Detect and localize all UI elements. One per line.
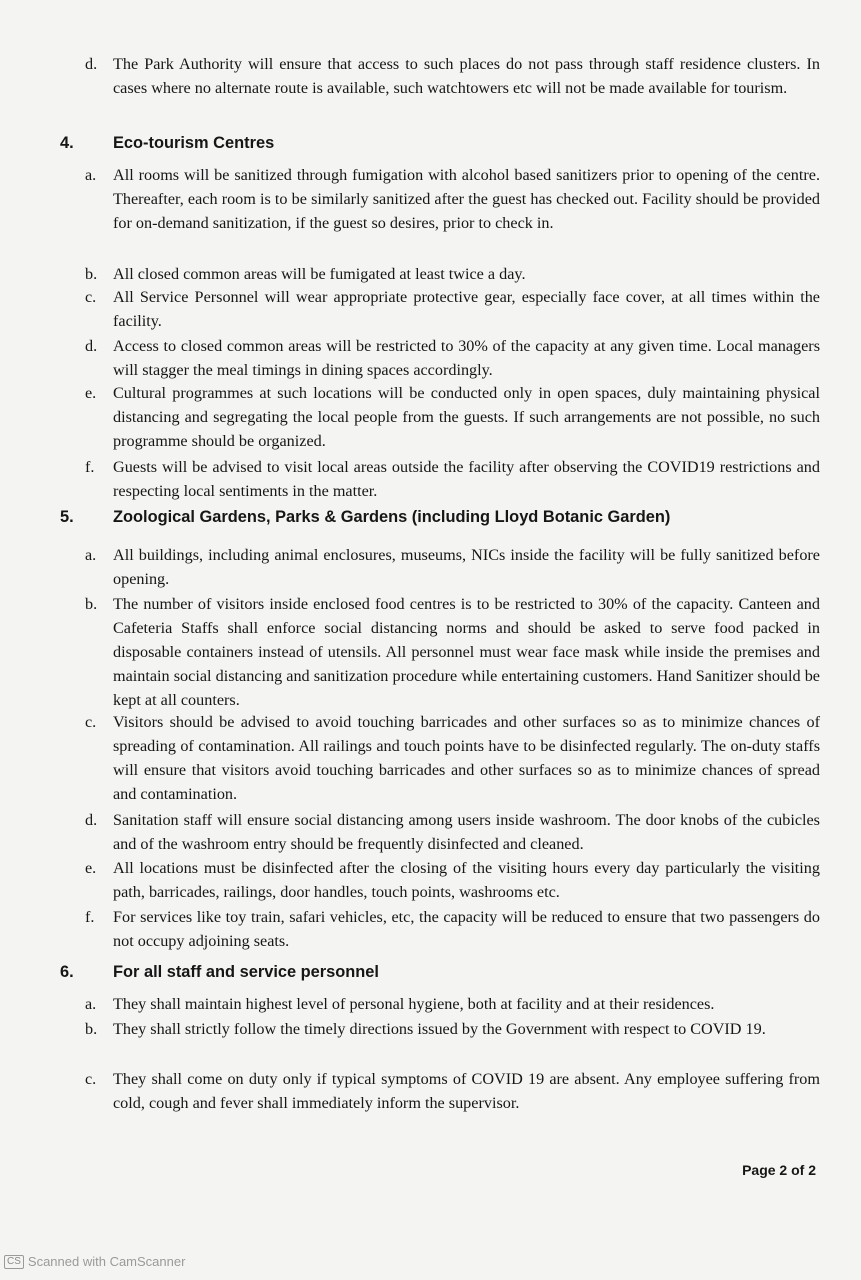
section-5-item-f xyxy=(85,905,820,953)
item-text: All locations must be disinfected after the closing of the visiting hours every day particularly the visiting path, barricades, railings, door handles, touch points, washrooms etc. xyxy=(113,859,820,901)
section-number: 6. xyxy=(60,963,74,981)
section-4-item-c xyxy=(85,285,820,333)
item-text: They shall come on duty only if typical symptoms of COVID 19 are absent. Any employee suffering from cold, cough and fever shall immediately inform the supervisor. xyxy=(113,1070,820,1112)
item-text: They shall strictly follow the timely directions issued by the Government with respect to COVID 19. xyxy=(113,1020,766,1038)
item-letter: d. xyxy=(85,337,98,355)
section-4-item-f xyxy=(85,455,820,503)
item-letter: e. xyxy=(85,859,97,877)
camscanner-logo-icon: CS xyxy=(4,1255,24,1269)
item-letter: a. xyxy=(85,166,97,184)
section-5-item-d xyxy=(85,808,820,856)
item-letter: a. xyxy=(85,546,97,564)
item-text: All rooms will be sanitized through fumigation with alcohol based sanitizers prior to opening of the centre. Thereafter, each room is to be similarly sanitized after the guest has checked out. Facility should be provided for on-demand sanitization, if the guest so desires, prior to check in. xyxy=(113,166,820,232)
item-text: They shall maintain highest level of personal hygiene, both at facility and at their residences. xyxy=(113,995,715,1013)
section-4-item-e xyxy=(85,381,820,453)
item-text: Cultural programmes at such locations will be conducted only in open spaces, duly maintaining physical distancing and segregating the local people from the guests. If such arrangements are not possible, no such programme should be organized. xyxy=(113,384,820,450)
item-text: All closed common areas will be fumigated at least twice a day. xyxy=(113,265,526,283)
section-4-item-a xyxy=(85,163,820,235)
item-letter: b. xyxy=(85,595,98,613)
item-letter: f. xyxy=(85,908,95,926)
page-number: Page 2 of 2 xyxy=(742,1162,816,1178)
item-text: All buildings, including animal enclosures, museums, NICs inside the facility will be fully sanitized before opening. xyxy=(113,546,820,588)
item-text: The Park Authority will ensure that access to such places do not pass through staff residence clusters. In cases where no alternate route is available, such watchtowers etc will not be made available for tourism. xyxy=(113,55,820,97)
item-letter: d. xyxy=(85,811,98,829)
section-4-item-d xyxy=(85,334,820,382)
section-title: Zoological Gardens, Parks & Gardens (including Lloyd Botanic Garden) xyxy=(113,508,671,526)
section-title: For all staff and service personnel xyxy=(113,963,379,981)
item-letter: e. xyxy=(85,384,97,402)
section-6-item-c xyxy=(85,1067,820,1115)
scanner-watermark xyxy=(4,1254,185,1269)
item-letter: b. xyxy=(85,1020,98,1038)
item-letter: f. xyxy=(85,458,95,476)
section-5-item-e xyxy=(85,856,820,904)
section-5-item-b xyxy=(85,592,820,712)
item-text: All Service Personnel will wear appropriate protective gear, especially face cover, at all times within the facility. xyxy=(113,288,820,330)
section-5-item-a xyxy=(85,543,820,591)
item-letter: c. xyxy=(85,1070,97,1088)
watermark-text: Scanned with CamScanner xyxy=(27,1254,186,1269)
item-letter: b. xyxy=(85,265,98,283)
section-6-item-a xyxy=(85,992,820,1016)
item-text: Access to closed common areas will be restricted to 30% of the capacity at any given time. Local managers will stagger the meal timings in dining spaces accordingly. xyxy=(113,337,820,379)
section-6-item-b xyxy=(85,1017,820,1041)
section-4-item-b xyxy=(85,262,820,286)
item-letter: c. xyxy=(85,713,97,731)
item-text: Visitors should be advised to avoid touching barricades and other surfaces so as to minimize chances of spreading of contamination. All railings and touch points have to be disinfected regularly. The on-duty staffs will ensure that visitors avoid touching barricades and other surfaces so as to minimize chances of spread and contamination. xyxy=(113,713,820,803)
section-number: 5. xyxy=(60,508,74,526)
item-letter: a. xyxy=(85,995,97,1013)
section-5-item-c xyxy=(85,710,820,806)
item-text: For services like toy train, safari vehicles, etc, the capacity will be reduced to ensure that two passengers do not occupy adjoining seats. xyxy=(113,908,820,950)
section-number: 4. xyxy=(60,134,74,152)
item-letter: d. xyxy=(85,55,98,73)
item-text: The number of visitors inside enclosed food centres is to be restricted to 30% of the capacity. Canteen and Cafeteria Staffs shall enforce social distancing norms and should be asked to serve food packed in disposable containers instead of utensils. All personnel must wear face mask while inside the premises and maintain social distancing and sanitization procedure while entertaining customers. Hand Sanitizer should be kept at all counters. xyxy=(113,595,820,709)
item-letter: c. xyxy=(85,288,97,306)
item-text: Sanitation staff will ensure social distancing among users inside washroom. The door knobs of the cubicles and of the washroom entry should be frequently disinfected and cleaned. xyxy=(113,811,820,853)
intro-item-d xyxy=(85,52,820,100)
item-text: Guests will be advised to visit local areas outside the facility after observing the COVID19 restrictions and respecting local sentiments in the matter. xyxy=(113,458,820,500)
section-title: Eco-tourism Centres xyxy=(113,134,275,152)
